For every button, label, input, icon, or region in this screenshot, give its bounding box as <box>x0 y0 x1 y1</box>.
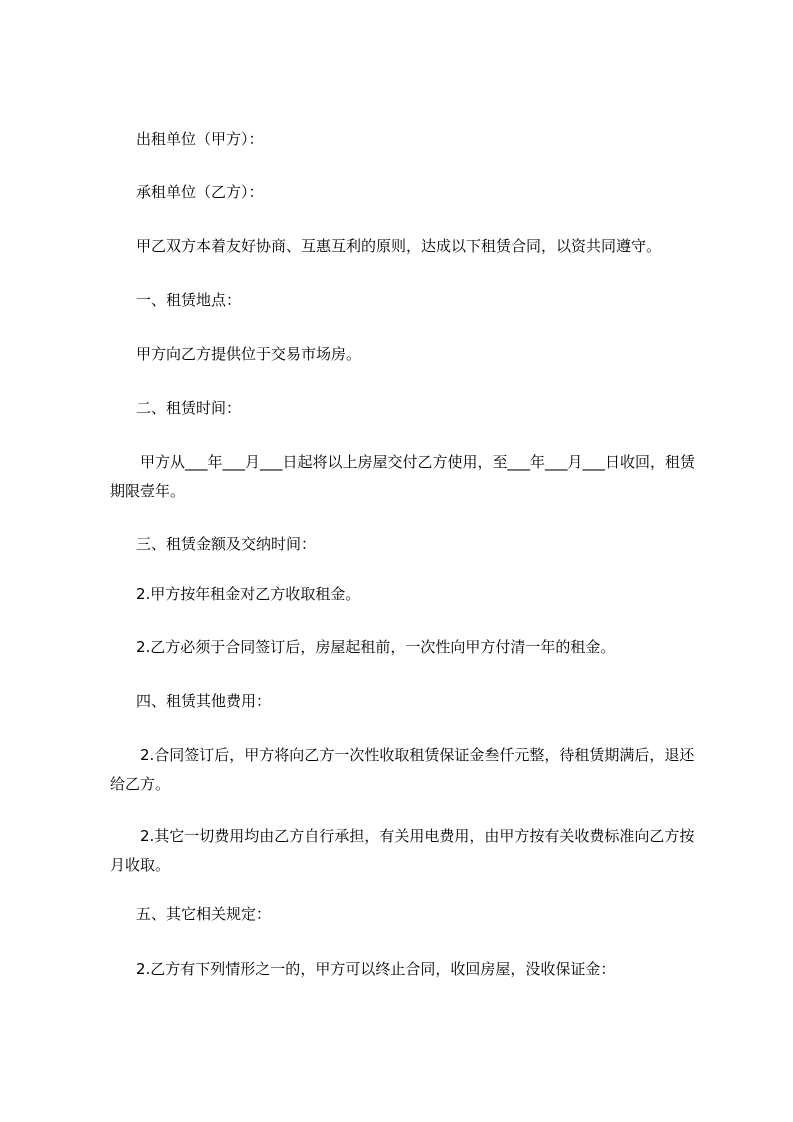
lessee-line: 承租单位（乙方）： <box>136 183 264 201</box>
lessor-line: 出租单位（甲方）： <box>136 130 264 148</box>
section-heading-other-rules: 五、其它相关规定： <box>136 905 272 923</box>
section-heading-term: 二、租赁时间： <box>136 399 242 417</box>
section-heading-other-fees: 四、租赁其他费用： <box>136 692 272 710</box>
location-clause: 甲方向乙方提供位于交易市场房。 <box>136 345 362 363</box>
rent-clause-1: 2.甲方按年租金对乙方收取租金。 <box>136 585 361 603</box>
section-heading-rent: 三、租赁金额及交纳时间： <box>136 535 317 553</box>
section-heading-location: 一、租赁地点： <box>136 291 242 309</box>
term-clause: 甲方从___年___月___日起将以上房屋交付乙方使用，至___年___月___日收回，租赁期限壹年。 <box>110 453 696 500</box>
fees-clause-2: 2.其它一切费用均由乙方自行承担，有关用电费用，由甲方按有关收费标准向乙方按月收取。 <box>110 827 695 874</box>
preamble: 甲乙双方本着友好协商、互惠互利的原则，达成以下租赁合同，以资共同遵守。 <box>136 237 662 255</box>
rent-clause-2: 2.乙方必须于合同签订后，房屋起租前，一次性向甲方付清一年的租金。 <box>136 638 616 656</box>
fees-clause-1: 2.合同签订后，甲方将向乙方一次性收取租赁保证金叁仟元整，待租赁期满后，退还给乙方。 <box>110 746 695 793</box>
rules-clause-1: 2.乙方有下列情形之一的，甲方可以终止合同，收回房屋，没收保证金： <box>136 960 616 978</box>
